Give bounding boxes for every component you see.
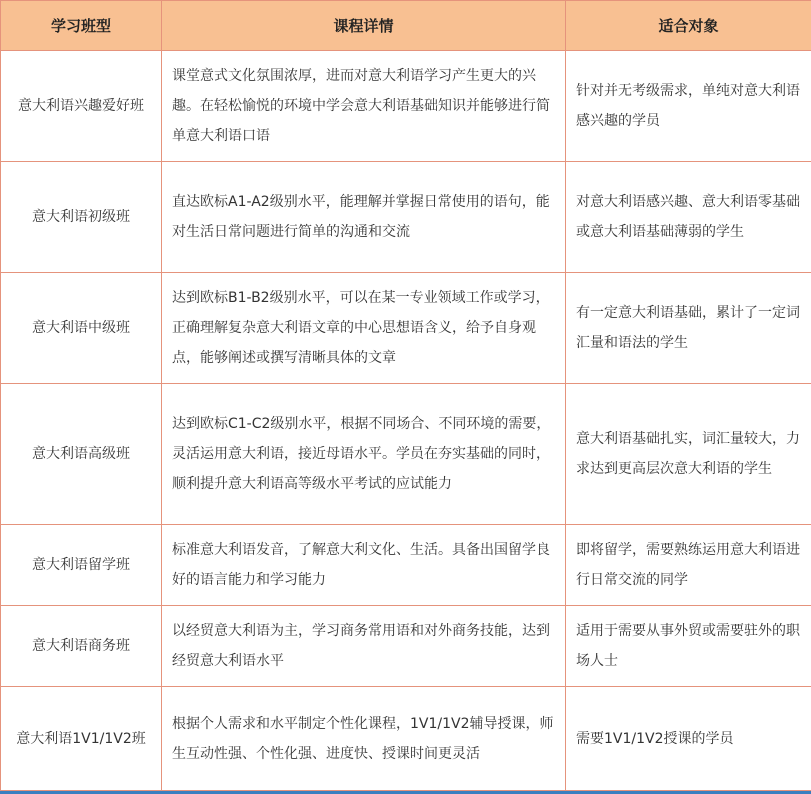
header-target-audience: 适合对象 bbox=[566, 1, 811, 51]
table-row bbox=[1, 687, 811, 791]
class-type-cell: 意大利语兴趣爱好班 bbox=[1, 51, 162, 162]
table-body bbox=[1, 51, 811, 791]
table-row bbox=[1, 606, 811, 687]
course-detail-cell: 达到欧标B1-B2级别水平，可以在某一专业领域工作或学习，正确理解复杂意大利语文章的中心思想语含义，给予自身观点，能够阐述或撰写清晰具体的文章 bbox=[162, 273, 566, 384]
table-header bbox=[1, 1, 811, 51]
course-detail-cell: 课堂意式文化氛围浓厚，进而对意大利语学习产生更大的兴趣。在轻松愉悦的环境中学会意大利语基础知识并能够进行简单意大利语口语 bbox=[162, 51, 566, 162]
class-type-cell: 意大利语1V1/1V2班 bbox=[1, 687, 162, 791]
class-type-cell: 意大利语中级班 bbox=[1, 273, 162, 384]
class-type-cell: 意大利语商务班 bbox=[1, 606, 162, 687]
course-detail-cell: 根据个人需求和水平制定个性化课程，1V1/1V2辅导授课，师生互动性强、个性化强、进度快、授课时间更灵活 bbox=[162, 687, 566, 791]
table-row bbox=[1, 162, 811, 273]
target-audience-cell: 适用于需要从事外贸或需要驻外的职场人士 bbox=[566, 606, 811, 687]
course-detail-cell: 直达欧标A1-A2级别水平，能理解并掌握日常使用的语句，能对生活日常问题进行简单的沟通和交流 bbox=[162, 162, 566, 273]
table-row bbox=[1, 273, 811, 384]
header-course-detail: 课程详情 bbox=[162, 1, 566, 51]
class-type-cell: 意大利语高级班 bbox=[1, 384, 162, 525]
target-audience-cell: 即将留学，需要熟练运用意大利语进行日常交流的同学 bbox=[566, 525, 811, 606]
class-type-cell: 意大利语留学班 bbox=[1, 525, 162, 606]
target-audience-cell: 针对并无考级需求，单纯对意大利语感兴趣的学员 bbox=[566, 51, 811, 162]
class-type-cell: 意大利语初级班 bbox=[1, 162, 162, 273]
table-row bbox=[1, 384, 811, 525]
course-detail-cell: 达到欧标C1-C2级别水平，根据不同场合、不同环境的需要，灵活运用意大利语，接近母语水平。学员在夯实基础的同时，顺利提升意大利语高等级水平考试的应试能力 bbox=[162, 384, 566, 525]
table-row bbox=[1, 525, 811, 606]
target-audience-cell: 意大利语基础扎实，词汇量较大，力求达到更高层次意大利语的学生 bbox=[566, 384, 811, 525]
course-detail-cell: 以经贸意大利语为主，学习商务常用语和对外商务技能，达到经贸意大利语水平 bbox=[162, 606, 566, 687]
table-row bbox=[1, 51, 811, 162]
target-audience-cell: 需要1V1/1V2授课的学员 bbox=[566, 687, 811, 791]
target-audience-cell: 有一定意大利语基础，累计了一定词汇量和语法的学生 bbox=[566, 273, 811, 384]
course-detail-cell: 标准意大利语发音，了解意大利文化、生活。具备出国留学良好的语言能力和学习能力 bbox=[162, 525, 566, 606]
header-class-type: 学习班型 bbox=[1, 1, 162, 51]
header-row bbox=[1, 1, 811, 51]
target-audience-cell: 对意大利语感兴趣、意大利语零基础或意大利语基础薄弱的学生 bbox=[566, 162, 811, 273]
